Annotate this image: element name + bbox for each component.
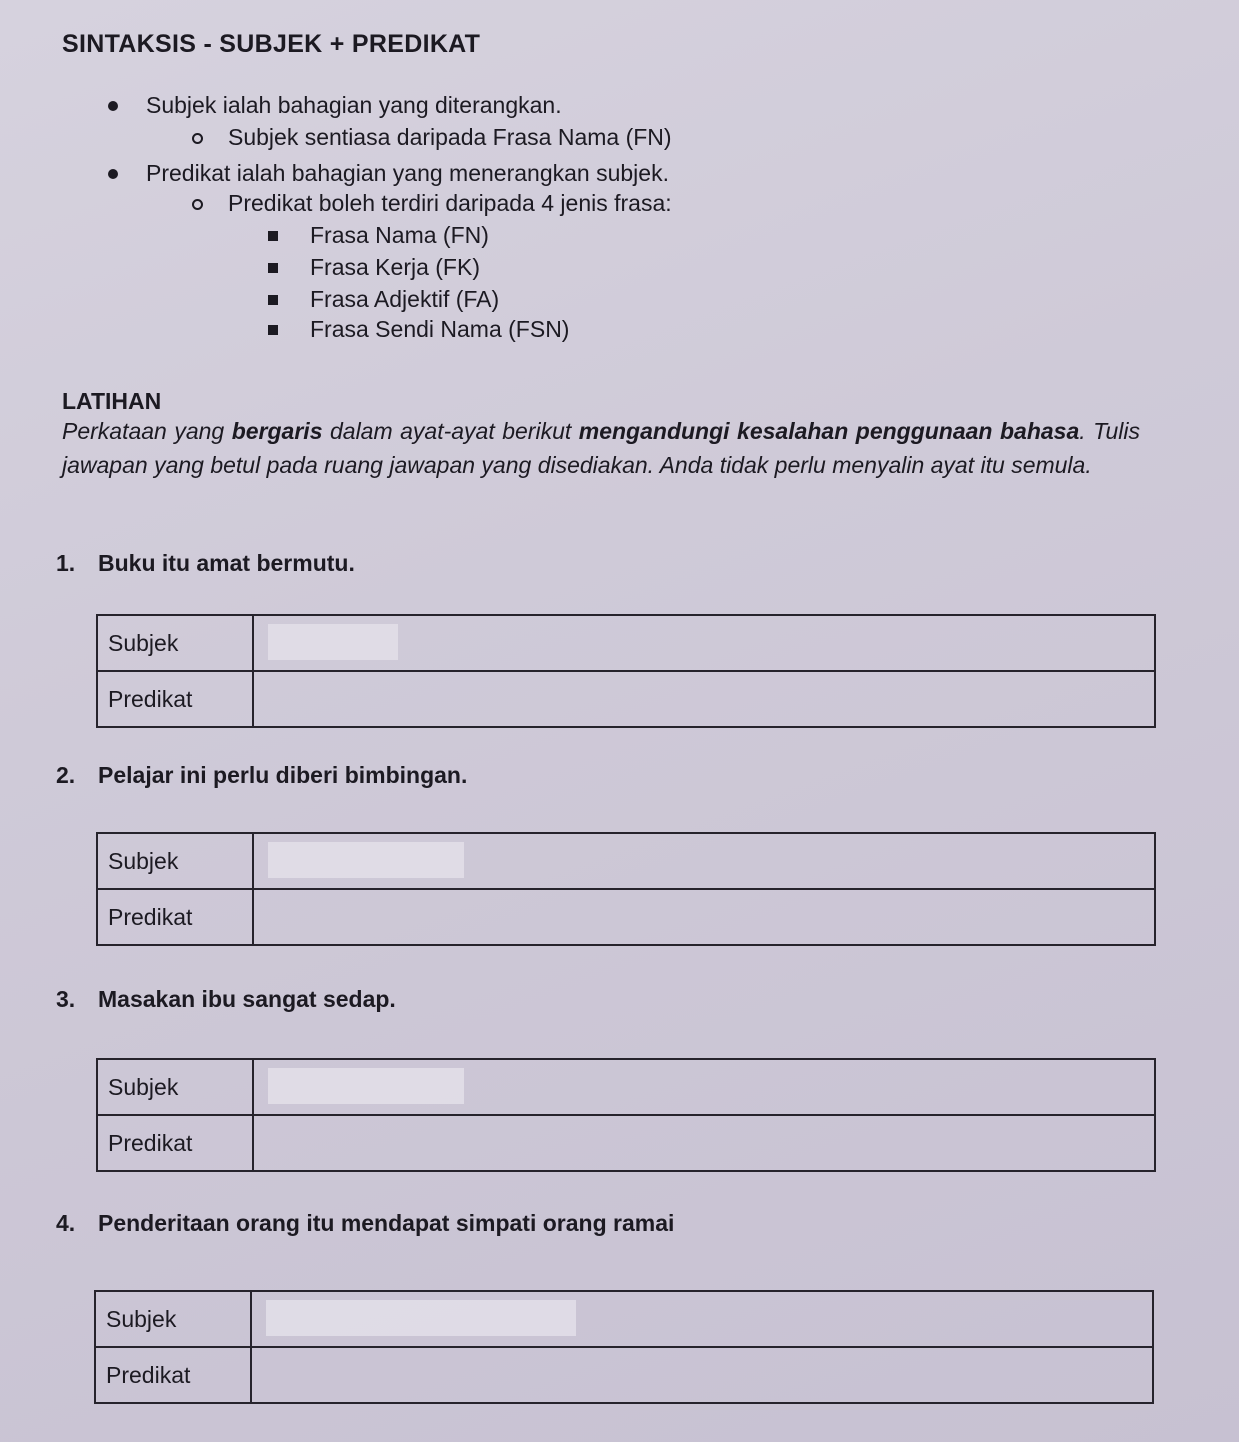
square-bullet-icon: [268, 325, 278, 335]
disc-bullet-icon: [108, 169, 118, 179]
instr-bold: bergaris: [231, 418, 323, 444]
circle-bullet-icon: [192, 133, 203, 144]
note-predikat-def: [146, 160, 669, 187]
instr-bold: mengandungi kesalahan penggunaan bahasa: [578, 418, 1080, 444]
answer-table-3: [96, 1058, 1156, 1172]
note-subjek-sub: [228, 124, 672, 151]
question-4: [56, 1210, 674, 1237]
question-text: Buku itu amat bermutu.: [98, 550, 355, 576]
note-text: Predikat ialah bahagian yang menerangkan subjek.: [146, 160, 669, 186]
note-frasa-item: [310, 316, 569, 343]
question-2: [56, 762, 467, 789]
subjek-label: Subjek: [97, 615, 253, 671]
question-text: Pelajar ini perlu diberi bimbingan.: [98, 762, 468, 788]
instr-text: Perkataan yang: [62, 418, 232, 444]
question-3: [56, 986, 396, 1013]
instr-text: . Tulis jawapan yang betul pada ruang jawapan yang disediakan. Anda tidak perlu menyalin ayat itu semula.: [62, 418, 1140, 478]
note-text: Frasa Nama (FN): [310, 222, 489, 248]
note-frasa-item: [310, 254, 480, 281]
predikat-label: Predikat: [97, 1115, 253, 1171]
note-text: Frasa Kerja (FK): [310, 254, 480, 280]
answer-table-1: [96, 614, 1156, 728]
predikat-answer-field[interactable]: [253, 1115, 1155, 1171]
predikat-label: Predikat: [95, 1347, 251, 1403]
note-text: Frasa Adjektif (FA): [310, 286, 500, 312]
subjek-answer-field[interactable]: [253, 833, 1155, 889]
table-row: [95, 1347, 1153, 1403]
redaction-mask: [266, 1300, 576, 1336]
table-row: [97, 1059, 1155, 1115]
table-row: [97, 671, 1155, 727]
table-row: [97, 833, 1155, 889]
note-subjek-def: [146, 92, 562, 119]
subjek-answer-field[interactable]: [253, 615, 1155, 671]
question-1: [56, 550, 355, 577]
latihan-heading: LATIHAN: [62, 388, 162, 414]
answer-table-2: [96, 832, 1156, 946]
circle-bullet-icon: [192, 199, 203, 210]
predikat-answer-field[interactable]: [253, 889, 1155, 945]
question-text: Masakan ibu sangat sedap.: [98, 986, 396, 1012]
question-number: 3.: [56, 986, 76, 1012]
note-text: Subjek ialah bahagian yang diterangkan.: [146, 92, 562, 118]
subjek-label: Subjek: [95, 1291, 251, 1347]
answer-table-4: [94, 1290, 1154, 1404]
predikat-answer-field[interactable]: [251, 1347, 1153, 1403]
redaction-mask: [268, 624, 398, 660]
subjek-label: Subjek: [97, 1059, 253, 1115]
square-bullet-icon: [268, 231, 278, 241]
table-row: [97, 889, 1155, 945]
note-predikat-sub: [228, 190, 672, 217]
question-number: 4.: [56, 1210, 76, 1236]
question-number: 2.: [56, 762, 76, 788]
latihan-instructions: [62, 414, 1140, 482]
note-frasa-item: [310, 286, 499, 313]
table-row: [95, 1291, 1153, 1347]
predikat-label: Predikat: [97, 889, 253, 945]
predikat-label: Predikat: [97, 671, 253, 727]
subjek-answer-field[interactable]: [253, 1059, 1155, 1115]
note-text: Predikat boleh terdiri daripada 4 jenis frasa:: [228, 190, 672, 216]
note-text: Subjek sentiasa daripada Frasa Nama (FN): [228, 124, 672, 150]
subjek-label: Subjek: [97, 833, 253, 889]
table-row: [97, 1115, 1155, 1171]
predikat-answer-field[interactable]: [253, 671, 1155, 727]
table-row: [97, 615, 1155, 671]
disc-bullet-icon: [108, 101, 118, 111]
subjek-answer-field[interactable]: [251, 1291, 1153, 1347]
redaction-mask: [268, 1068, 464, 1104]
note-text: Frasa Sendi Nama (FSN): [310, 316, 570, 342]
square-bullet-icon: [268, 263, 278, 273]
instr-text: dalam ayat-ayat berikut: [322, 418, 579, 444]
question-text: Penderitaan orang itu mendapat simpati orang ramai: [98, 1210, 675, 1236]
redaction-mask: [268, 842, 464, 878]
page-title: SINTAKSIS - SUBJEK + PREDIKAT: [62, 30, 481, 58]
square-bullet-icon: [268, 295, 278, 305]
note-frasa-item: [310, 222, 489, 249]
question-number: 1.: [56, 550, 76, 576]
